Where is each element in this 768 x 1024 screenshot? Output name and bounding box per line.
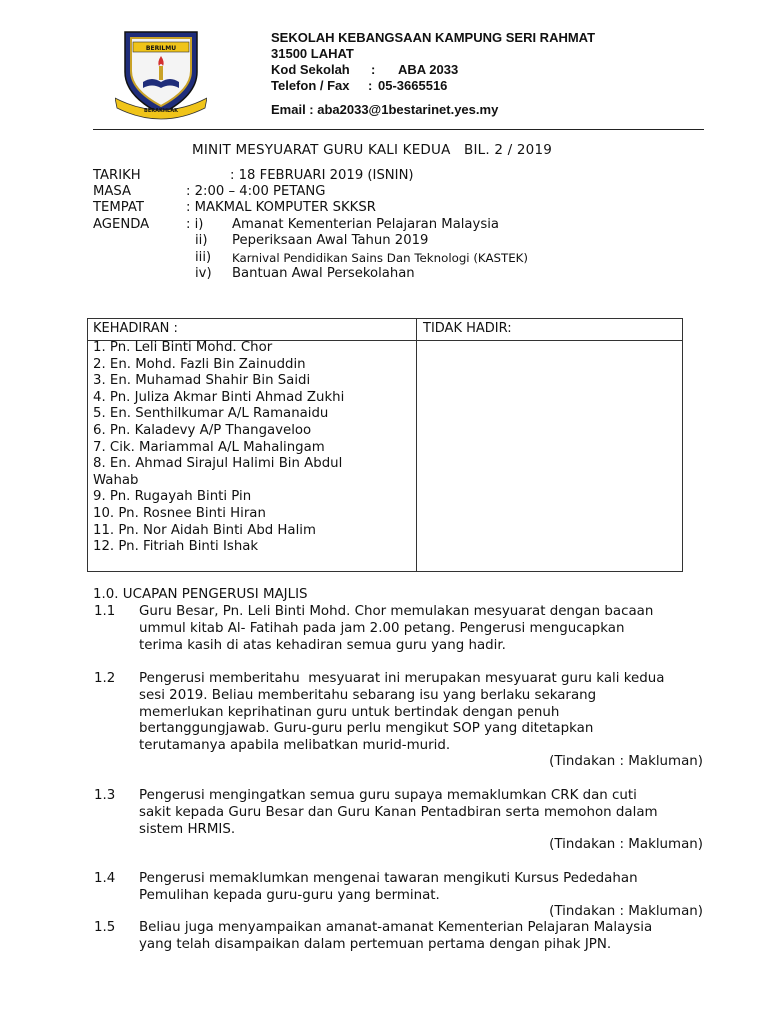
action-note: (Tindakan : Makluman) xyxy=(549,837,703,852)
minute-paragraph xyxy=(139,671,709,755)
phone-value: 05-3665516 xyxy=(378,78,448,93)
paragraph-line: Pengerusi mengingatkan semua guru supaya memaklumkan CRK dan cuti xyxy=(139,788,637,803)
school-code-label: Kod Sekolah xyxy=(271,62,350,77)
item-number: 1.3 xyxy=(94,788,116,803)
agenda-item: Amanat Kementerian Pelajaran Malaysia xyxy=(232,217,499,232)
paragraph-line: sakit kepada Guru Besar dan Guru Kanan Pentadbiran serta memohon dalam xyxy=(139,804,658,820)
paragraph-line: terutamanya apabila melibatkan murid-murid. xyxy=(139,738,451,754)
school-name: SEKOLAH KEBANGSAAN KAMPUNG SERI RAHMAT xyxy=(271,30,596,45)
agenda-item-num: iii) xyxy=(195,250,212,265)
list-item: Wahab xyxy=(93,472,139,488)
header-divider xyxy=(93,129,704,130)
place-label: TEMPAT xyxy=(93,200,144,215)
item-number: 1.4 xyxy=(94,871,116,886)
list-item: 8. En. Ahmad Sirajul Halimi Bin Abdul xyxy=(93,456,343,472)
time-label: MASA xyxy=(93,184,132,199)
date-value: : 18 FEBRUARI 2019 (ISNIN) xyxy=(230,168,414,183)
paragraph-line: Pengerusi memberitahu mesyuarat ini merupakan mesyuarat guru kali kedua xyxy=(139,671,665,686)
list-item: 1. Pn. Leli Binti Mohd. Chor xyxy=(93,340,273,355)
list-item: 5. En. Senthilkumar A/L Ramanaidu xyxy=(93,406,329,422)
minute-paragraph xyxy=(139,788,709,838)
list-item: 11. Pn. Nor Aidah Binti Abd Halim xyxy=(93,522,316,538)
list-item: 4. Pn. Juliza Akmar Binti Ahmad Zukhi xyxy=(93,389,345,405)
section-heading: 1.0. UCAPAN PENGERUSI MAJLIS xyxy=(93,587,308,602)
list-item: 7. Cik. Mariammal A/L Mahalingam xyxy=(93,439,325,455)
paragraph-line: Beliau juga menyampaikan amanat-amanat Kementerian Pelajaran Malaysia xyxy=(139,920,653,935)
minute-paragraph xyxy=(139,871,709,905)
list-item: 2. En. Mohd. Fazli Bin Zainuddin xyxy=(93,356,306,372)
postcode-town: 31500 LAHAT xyxy=(271,46,354,61)
school-code-colon: : xyxy=(371,62,376,77)
paragraph-line: terima kasih di atas kehadiran semua guru yang hadir. xyxy=(139,637,506,653)
paragraph-line: Pemulihan kepada guru-guru yang berminat. xyxy=(139,887,440,903)
item-number: 1.5 xyxy=(94,920,116,935)
item-number: 1.2 xyxy=(94,671,116,686)
action-note: (Tindakan : Makluman) xyxy=(549,904,703,919)
table-column-divider xyxy=(416,319,417,571)
present-header: KEHADIRAN : xyxy=(93,321,178,336)
school-crest-logo xyxy=(115,26,207,122)
paragraph-line: Pengerusi memaklumkan mengenai tawaran mengikuti Kursus Pededahan xyxy=(139,871,638,886)
list-item: 6. Pn. Kaladevy A/P Thangaveloo xyxy=(93,422,312,438)
paragraph-line: sistem HRMIS. xyxy=(139,821,236,837)
paragraph-line: sesi 2019. Beliau memberitahu sebarang isu yang berlaku sekarang xyxy=(139,687,597,703)
phone-label: Telefon / Fax xyxy=(271,78,350,93)
agenda-item-num: ii) xyxy=(195,233,208,248)
action-note: (Tindakan : Makluman) xyxy=(549,754,703,769)
minute-paragraph xyxy=(139,604,709,654)
phone-colon: : xyxy=(368,78,373,93)
paragraph-line: ummul kitab Al- Fatihah pada jam 2.00 petang. Pengerusi mengucapkan xyxy=(139,620,625,636)
paragraph-line: bertanggungjawab. Guru-guru perlu mengikut SOP yang ditetapkan xyxy=(139,721,594,737)
email-line: Email : aba2033@1bestarinet.yes.my xyxy=(271,102,499,117)
present-list xyxy=(93,340,344,556)
paragraph-line: yang telah disampaikan dalam pertemuan pertama dengan pihak JPN. xyxy=(139,936,612,952)
agenda-label: AGENDA xyxy=(93,217,150,232)
agenda-item: Karnival Pendidikan Sains Dan Teknologi (KASTEK) xyxy=(232,251,529,265)
agenda-first-num: : i) xyxy=(186,217,204,232)
list-item: 3. En. Muhamad Shahir Bin Saidi xyxy=(93,373,311,389)
time-value: : 2:00 – 4:00 PETANG xyxy=(186,184,326,199)
svg-text:BERAKHLAK: BERAKHLAK xyxy=(144,108,178,114)
paragraph-line: Guru Besar, Pn. Leli Binti Mohd. Chor memulakan mesyuarat dengan bacaan xyxy=(139,604,654,619)
list-item: 9. Pn. Rugayah Binti Pin xyxy=(93,489,252,505)
agenda-item: Peperiksaan Awal Tahun 2019 xyxy=(232,233,429,248)
agenda-item: Bantuan Awal Persekolahan xyxy=(232,266,415,281)
absent-header: TIDAK HADIR: xyxy=(423,321,512,336)
list-item: 10. Pn. Rosnee Binti Hiran xyxy=(93,505,266,521)
list-item: 12. Pn. Fitriah Binti Ishak xyxy=(93,539,259,555)
paragraph-line: memerlukan keprihatinan guru untuk bertindak dengan penuh xyxy=(139,704,560,720)
place-value: : MAKMAL KOMPUTER SKKSR xyxy=(186,200,376,215)
school-code-value: ABA 2033 xyxy=(398,62,459,77)
svg-text:BERILMU: BERILMU xyxy=(145,45,177,52)
agenda-item-num: iv) xyxy=(195,266,212,281)
date-label: TARIKH xyxy=(93,168,141,183)
item-number: 1.1 xyxy=(94,604,116,619)
attendance-table xyxy=(87,318,683,572)
minute-paragraph xyxy=(139,920,709,954)
document-title: MINIT MESYUARAT GURU KALI KEDUA BIL. 2 / 2019 xyxy=(192,142,553,158)
